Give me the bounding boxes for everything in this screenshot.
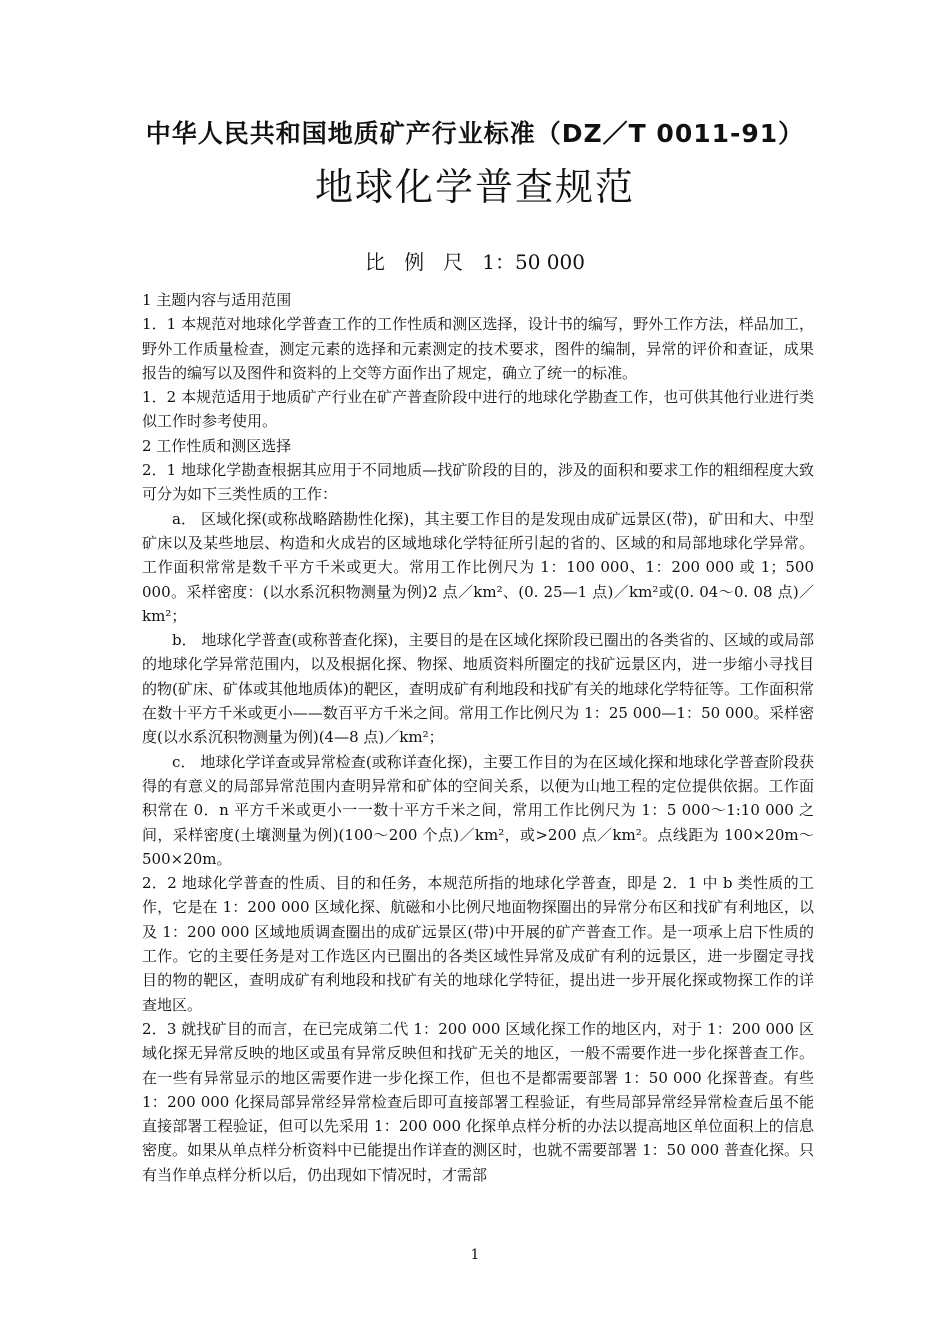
- paragraph-2-1-c: c． 地球化学详查或异常检查(或称详查化探)，主要工作目的为在区域化探和地球化学普查阶段获得的有意义的局部异常范围内查明异常和矿体的空间关系，以便为山地工程的定位提供依据。工作面积常在 0．n 平方千米或更小一一数十平方千米之间，常用工作比例尺为 1：5 000～1:10 000 之间，采样密度(土壤测量为例)(100～200 个点)／km²，或>200 点／km²。点线距为 100×20m～500×20m。: [142, 752, 814, 868]
- paragraph-2-1-a: a． 区域化探(或称战略踏勘性化探)，其主要工作目的是发现由成矿远景区(带)，矿田和大、中型矿床以及某些地层、构造和火成岩的区域地球化学特征所引起的省的、区域的和局部地球化学异常。工作面积常常是数千平方千米或更大。常用工作比例尺为 1：100 000、1：200 000 或 1；500 000。采样密度：(以水系沉积物测量为例)2 点／km²、(0. 25—1 点)／km²或(0. 04～0. 08 点)／km²；: [142, 509, 814, 625]
- page-number: 1: [470, 1247, 480, 1263]
- paragraph-2-2: 2．2 地球化学普查的性质、目的和任务，本规范所指的地球化学普查，即是 2．1 中 b 类性质的工作，它是在 1：200 000 区域化探、航磁和小比例尺地面物探圈出的异常分布区和找矿有利地区，以及 1：200 000 区域地质调查圈出的成矿远景区(带)中开展的矿产普查工作。是一项承上启下性质的工作。它的主要任务是对工作选区内已圈出的各类区域性异常及成矿有利的远景区，进一步圈定寻找目的物的靶区，查明成矿有利地段和找矿有关的地球化学特征，提出进一步开展化探或物探工作的详查地区。: [142, 874, 814, 1014]
- paragraph-2-1: 2．1 地球化学勘查根据其应用于不同地质—找矿阶段的目的，涉及的面积和要求工作的粗细程度大致可分为如下三类性质的工作：: [142, 461, 814, 504]
- main-title: 地球化学普查规范: [314, 165, 635, 209]
- document-body: [142, 288, 814, 1187]
- paragraph-1-1: 1．1 本规范对地球化学普查工作的工作性质和测区选择，设计书的编写，野外工作方法，样品加工，野外工作质量检查，测定元素的选择和元素测定的技术要求，图件的编制，异常的评价和查证，成果报告的编写以及图件和资料的上交等方面作出了规定，确立了统一的标准。: [142, 315, 814, 382]
- section-heading-1: 1 主题内容与适用范围: [142, 291, 292, 309]
- scale-line: 比 例 尺 1：50 000: [365, 250, 585, 274]
- paragraph-2-3: 2．3 就找矿目的而言，在已完成第二代 1：200 000 区域化探工作的地区内，对于 1：200 000 区域化探无异常反映的地区或虽有异常反映但和找矿无关的地区，一般不需要作进一步化探普查工作。在一些有异常显示的地区需要作进一步化探工作，但也不是都需要部署 1：50 000 化探普查。有些 1：200 000 化探局部异常经异常检查后即可直接部署工程验证，有些局部异常经异常检查后虽不能直接部署工程验证，但可以先采用 1：200 000 化探单点样分析的办法以提高地区单位面积上的信息密度。如果从单点样分析资料中已能提出作详查的测区时，也就不需要部署 1：50 000 普查化探。只有当作单点样分析以后，仍出现如下情况时，才需部: [142, 1019, 814, 1184]
- standard-title: 中华人民共和国地质矿产行业标准（DZ／T 0011-91）: [145, 119, 805, 148]
- section-heading-2: 2 工作性质和测区选择: [142, 436, 292, 455]
- paragraph-1-2: 1．2 本规范适用于地质矿产行业在矿产普查阶段中进行的地球化学勘查工作，也可供其他行业进行类似工作时参考使用。: [142, 388, 814, 431]
- paragraph-2-1-b: b． 地球化学普查(或称普查化探)，主要目的是在区域化探阶段已圈出的各类省的、区域的或局部的地球化学异常范围内，以及根据化探、物探、地质资料所圈定的找矿远景区内，进一步缩小寻找目的物(矿床、矿体或其他地质体)的靶区，查明成矿有利地段和找矿有关的地球化学特征等。工作面积常在数十平方千米或更小——数百平方千米之间。常用工作比例尺为 1：25 000—1：50 000。采样密度(以水系沉积物测量为例)(4—8 点)／km²；: [142, 631, 814, 747]
